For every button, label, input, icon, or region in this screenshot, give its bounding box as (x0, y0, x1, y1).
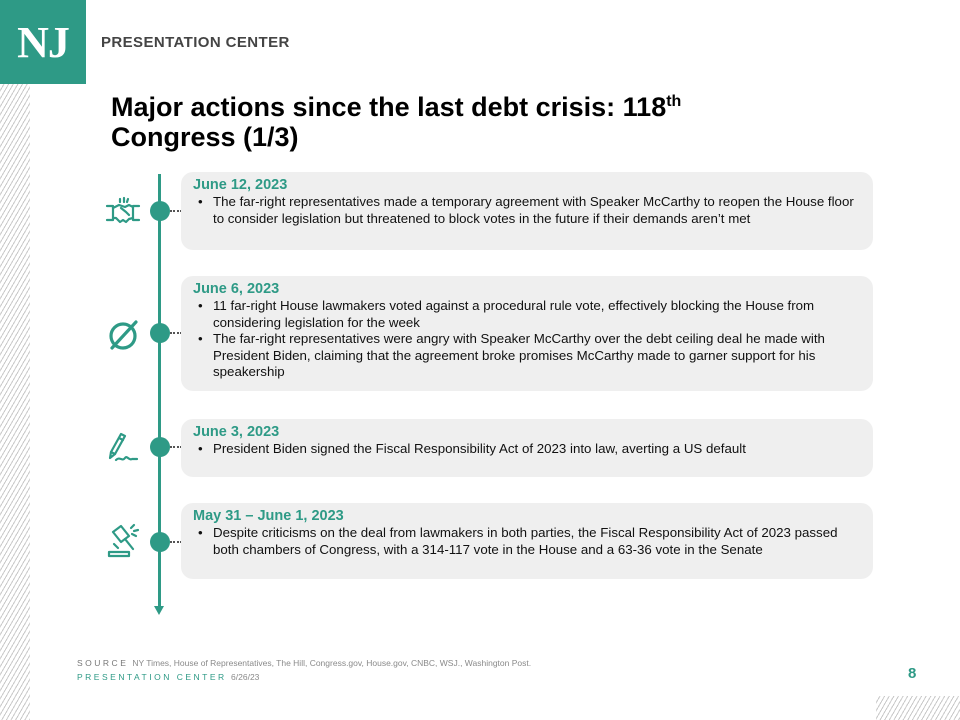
title-main: Major actions since the last debt crisis: 118 (111, 92, 667, 122)
timeline-arrow (154, 606, 164, 615)
footer-line (77, 672, 259, 682)
brand-title: PRESENTATION CENTER (101, 34, 290, 51)
event-bullet: • 11 far-right House lawmakers voted against a procedural rule vote, effectively blocking the House from considering legislation for the week (193, 298, 859, 331)
source-note (77, 658, 531, 668)
event-card (181, 172, 873, 250)
title-tail: Congress (1/3) (111, 122, 299, 152)
event-bullet: • President Biden signed the Fiscal Responsibility Act of 2023 into law, averting a US default (193, 441, 859, 458)
timeline-node (150, 532, 170, 552)
event-bullets (193, 298, 859, 381)
title-superscript: th (666, 93, 682, 110)
source-text: NY Times, House of Representatives, The Hill, Congress.gov, House.gov, CNBC, WSJ., Washington Post. (132, 658, 532, 668)
footer-center-label: PRESENTATION CENTER (77, 672, 227, 682)
footer-date: 6/26/23 (231, 672, 260, 682)
prohibited-icon (106, 318, 140, 352)
page-number: 8 (908, 665, 917, 682)
slide-title (111, 92, 831, 152)
decorative-hatch-left (0, 84, 30, 720)
timeline-node (150, 201, 170, 221)
decorative-hatch-bottom (876, 696, 960, 720)
signature-pen-icon (106, 430, 140, 464)
timeline-node (150, 437, 170, 457)
event-card (181, 503, 873, 579)
gavel-icon (105, 522, 141, 558)
event-card (181, 419, 873, 477)
event-date: June 6, 2023 (193, 281, 280, 297)
event-date: May 31 – June 1, 2023 (193, 508, 344, 524)
source-label: SOURCE (77, 658, 129, 668)
nj-logo: NJ (0, 0, 86, 84)
event-bullets (193, 525, 859, 558)
event-date: June 3, 2023 (193, 424, 280, 440)
event-bullet: • The far-right representatives were angry with Speaker McCarthy over the debt ceiling deal he made with President Biden, claiming that the agreement broke promises McCarthy made to garner support for his speakership (193, 331, 859, 381)
timeline-node (150, 323, 170, 343)
event-card (181, 276, 873, 391)
event-bullets (193, 194, 859, 227)
handshake-icon (105, 196, 141, 226)
event-date: June 12, 2023 (193, 177, 288, 193)
event-bullets (193, 441, 859, 458)
event-bullet: • The far-right representatives made a temporary agreement with Speaker McCarthy to reopen the House floor to consider legislation but threatened to block votes in the future if their demands aren’t met (193, 194, 859, 227)
event-bullet: • Despite criticisms on the deal from lawmakers in both parties, the Fiscal Responsibility Act of 2023 passed both chambers of Congress, with a 314-117 vote in the House and a 63-36 vote in the Senate (193, 525, 859, 558)
